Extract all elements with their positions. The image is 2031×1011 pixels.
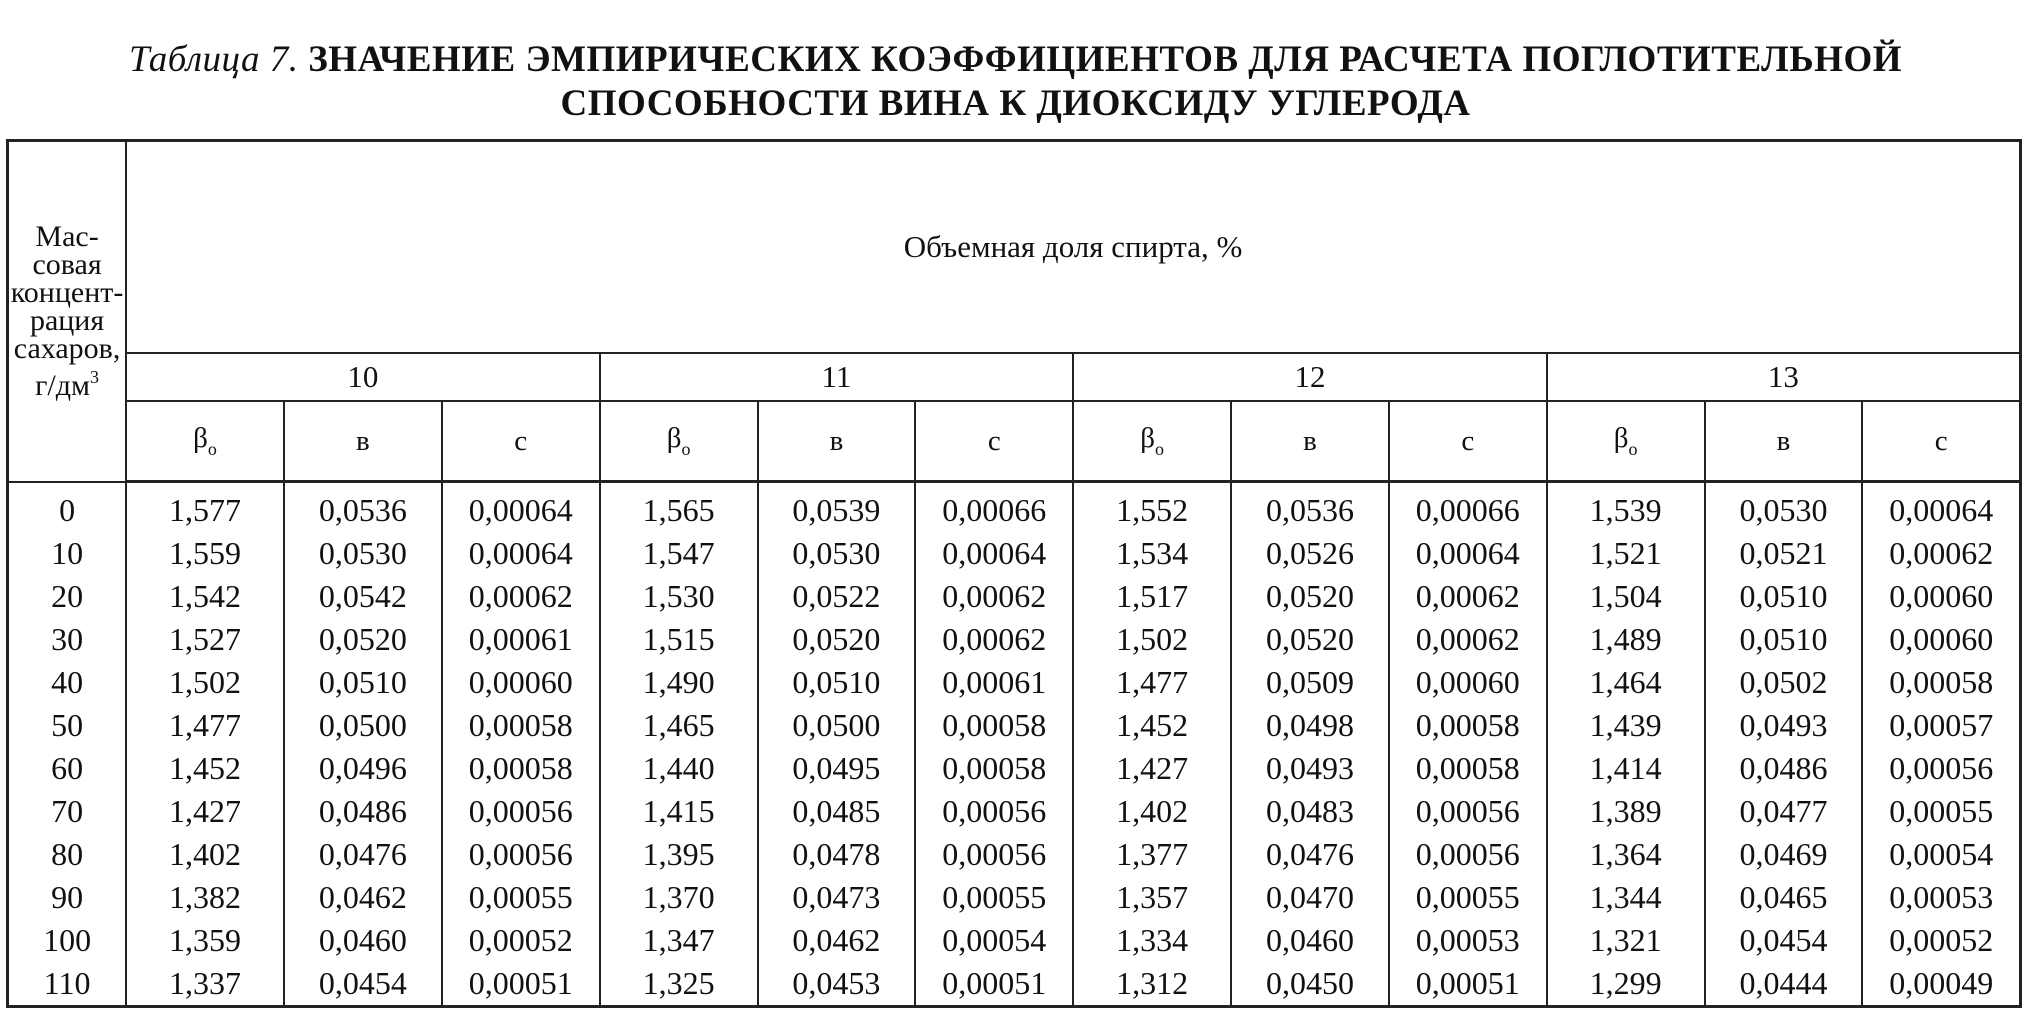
coef-beta-cell: 1,427 <box>1073 747 1231 790</box>
coef-b-cell: 0,0496 <box>284 747 442 790</box>
subcol-b: в <box>1705 401 1863 482</box>
subcol-b: в <box>1231 401 1389 482</box>
sugar-header-line: Мас- <box>35 219 99 253</box>
coef-c-cell: 0,00058 <box>442 704 600 747</box>
caption-title-line-2: СПОСОБНОСТИ ВИНА К ДИОКСИДУ УГЛЕРОДА <box>560 83 1471 124</box>
coef-b-cell: 0,0462 <box>284 876 442 919</box>
coef-beta-cell: 1,321 <box>1547 919 1705 962</box>
coef-c-cell: 0,00055 <box>1862 790 2020 833</box>
coef-c-cell: 0,00056 <box>915 833 1073 876</box>
coef-b-cell: 0,0500 <box>758 704 916 747</box>
subcol-c: с <box>1862 401 2020 482</box>
coef-b-cell: 0,0542 <box>284 575 442 618</box>
coef-beta-cell: 1,577 <box>126 482 284 533</box>
coef-b-cell: 0,0536 <box>284 482 442 533</box>
coef-c-cell: 0,00056 <box>1862 747 2020 790</box>
coef-c-cell: 0,00062 <box>1862 532 2020 575</box>
group-header-13: 13 <box>1547 353 2021 401</box>
coef-b-cell: 0,0526 <box>1231 532 1389 575</box>
sugar-header-line: сахаров, <box>13 331 121 365</box>
coef-beta-cell: 1,440 <box>600 747 758 790</box>
coef-b-cell: 0,0486 <box>284 790 442 833</box>
beta-subscript: о <box>1628 439 1638 459</box>
caption-prefix: Таблица 7. <box>128 39 299 80</box>
coef-beta-cell: 1,477 <box>126 704 284 747</box>
sugar-value-cell: 0 <box>8 482 127 533</box>
coef-beta-cell: 1,347 <box>600 919 758 962</box>
coef-beta-cell: 1,527 <box>126 618 284 661</box>
subcol-c: с <box>1389 401 1547 482</box>
coef-c-cell: 0,00055 <box>442 876 600 919</box>
table-row <box>8 962 2021 1007</box>
coef-b-cell: 0,0493 <box>1705 704 1863 747</box>
coef-beta-cell: 1,565 <box>600 482 758 533</box>
coef-b-cell: 0,0510 <box>284 661 442 704</box>
sugar-concentration-header <box>8 141 127 482</box>
coef-beta-cell: 1,359 <box>126 919 284 962</box>
coef-c-cell: 0,00053 <box>1389 919 1547 962</box>
coef-c-cell: 0,00049 <box>1862 962 2020 1007</box>
coef-b-cell: 0,0444 <box>1705 962 1863 1007</box>
coef-beta-cell: 1,334 <box>1073 919 1231 962</box>
coef-beta-cell: 1,344 <box>1547 876 1705 919</box>
subcol-b: в <box>758 401 916 482</box>
coef-c-cell: 0,00055 <box>915 876 1073 919</box>
coef-b-cell: 0,0450 <box>1231 962 1389 1007</box>
coef-beta-cell: 1,502 <box>126 661 284 704</box>
coef-b-cell: 0,0476 <box>284 833 442 876</box>
coef-beta-cell: 1,337 <box>126 962 284 1007</box>
coef-c-cell: 0,00055 <box>1389 876 1547 919</box>
coef-c-cell: 0,00052 <box>1862 919 2020 962</box>
coef-beta-cell: 1,515 <box>600 618 758 661</box>
caption-line-1 <box>0 38 2031 82</box>
beta-subscript: о <box>1154 439 1164 459</box>
alcohol-fraction-header: Объемная доля спирта, % <box>126 141 2020 354</box>
table-row <box>8 618 2021 661</box>
coef-b-cell: 0,0520 <box>1231 575 1389 618</box>
coef-c-cell: 0,00056 <box>915 790 1073 833</box>
coef-beta-cell: 1,325 <box>600 962 758 1007</box>
coef-b-cell: 0,0510 <box>1705 618 1863 661</box>
coef-beta-cell: 1,414 <box>1547 747 1705 790</box>
table-row <box>8 482 2021 533</box>
beta-symbol: β <box>1613 422 1629 454</box>
coef-b-cell: 0,0453 <box>758 962 916 1007</box>
coef-b-cell: 0,0454 <box>284 962 442 1007</box>
coef-b-cell: 0,0495 <box>758 747 916 790</box>
subcol-beta <box>126 401 284 482</box>
coef-beta-cell: 1,364 <box>1547 833 1705 876</box>
sugar-value-cell: 100 <box>8 919 127 962</box>
coef-beta-cell: 1,395 <box>600 833 758 876</box>
group-header-11: 11 <box>600 353 1074 401</box>
sugar-header-line: совая <box>32 247 102 281</box>
coef-b-cell: 0,0530 <box>284 532 442 575</box>
coef-c-cell: 0,00062 <box>1389 618 1547 661</box>
coef-beta-cell: 1,465 <box>600 704 758 747</box>
coef-b-cell: 0,0473 <box>758 876 916 919</box>
coef-b-cell: 0,0470 <box>1231 876 1389 919</box>
table-row <box>8 661 2021 704</box>
coef-c-cell: 0,00064 <box>442 532 600 575</box>
coef-c-cell: 0,00061 <box>915 661 1073 704</box>
sugar-value-cell: 60 <box>8 747 127 790</box>
coef-beta-cell: 1,357 <box>1073 876 1231 919</box>
coef-beta-cell: 1,377 <box>1073 833 1231 876</box>
table-header <box>8 141 2021 482</box>
group-header-10: 10 <box>126 353 600 401</box>
sugar-value-cell: 70 <box>8 790 127 833</box>
coef-c-cell: 0,00051 <box>442 962 600 1007</box>
coef-b-cell: 0,0500 <box>284 704 442 747</box>
coef-c-cell: 0,00058 <box>1389 704 1547 747</box>
coef-b-cell: 0,0460 <box>284 919 442 962</box>
sugar-value-cell: 80 <box>8 833 127 876</box>
coef-b-cell: 0,0478 <box>758 833 916 876</box>
coef-b-cell: 0,0510 <box>758 661 916 704</box>
coef-c-cell: 0,00056 <box>442 790 600 833</box>
sugar-header-line: концент- <box>10 275 124 309</box>
table-body <box>8 482 2021 1007</box>
coef-c-cell: 0,00060 <box>1389 661 1547 704</box>
coef-beta-cell: 1,530 <box>600 575 758 618</box>
sugar-header-line: рация <box>29 303 105 337</box>
sugar-value-cell: 40 <box>8 661 127 704</box>
sugar-header-unit <box>9 363 125 400</box>
subcol-c: с <box>442 401 600 482</box>
coef-beta-cell: 1,402 <box>126 833 284 876</box>
coef-c-cell: 0,00062 <box>442 575 600 618</box>
coef-c-cell: 0,00066 <box>1389 482 1547 533</box>
subcol-b: в <box>284 401 442 482</box>
beta-symbol: β <box>1140 422 1155 454</box>
coef-b-cell: 0,0476 <box>1231 833 1389 876</box>
sugar-header-unit-text: г/дм <box>35 368 90 402</box>
coefficients-table-container <box>6 139 2022 1001</box>
coef-b-cell: 0,0469 <box>1705 833 1863 876</box>
coef-beta-cell: 1,489 <box>1547 618 1705 661</box>
coef-c-cell: 0,00053 <box>1862 876 2020 919</box>
coef-beta-cell: 1,402 <box>1073 790 1231 833</box>
coef-beta-cell: 1,389 <box>1547 790 1705 833</box>
subcol-beta <box>1547 401 1705 482</box>
coef-b-cell: 0,0510 <box>1705 575 1863 618</box>
coef-beta-cell: 1,521 <box>1547 532 1705 575</box>
coef-beta-cell: 1,502 <box>1073 618 1231 661</box>
coef-c-cell: 0,00062 <box>1389 575 1547 618</box>
coef-beta-cell: 1,539 <box>1547 482 1705 533</box>
coef-b-cell: 0,0483 <box>1231 790 1389 833</box>
coef-b-cell: 0,0485 <box>758 790 916 833</box>
coef-beta-cell: 1,452 <box>1073 704 1231 747</box>
coef-c-cell: 0,00064 <box>1389 532 1547 575</box>
beta-symbol: β <box>193 422 208 454</box>
sugar-value-cell: 50 <box>8 704 127 747</box>
coef-c-cell: 0,00064 <box>1862 482 2020 533</box>
coef-beta-cell: 1,415 <box>600 790 758 833</box>
sugar-value-cell: 110 <box>8 962 127 1007</box>
coef-b-cell: 0,0477 <box>1705 790 1863 833</box>
coef-beta-cell: 1,464 <box>1547 661 1705 704</box>
subcol-c: с <box>915 401 1073 482</box>
coef-b-cell: 0,0530 <box>1705 482 1863 533</box>
coef-c-cell: 0,00054 <box>1862 833 2020 876</box>
table-row <box>8 833 2021 876</box>
coef-c-cell: 0,00064 <box>442 482 600 533</box>
table-caption <box>0 38 2031 126</box>
coef-beta-cell: 1,490 <box>600 661 758 704</box>
coef-b-cell: 0,0520 <box>1231 618 1389 661</box>
coef-b-cell: 0,0522 <box>758 575 916 618</box>
sugar-value-cell: 10 <box>8 532 127 575</box>
coef-beta-cell: 1,312 <box>1073 962 1231 1007</box>
subcol-beta <box>600 401 758 482</box>
coef-c-cell: 0,00056 <box>1389 833 1547 876</box>
table-row <box>8 532 2021 575</box>
coef-beta-cell: 1,552 <box>1073 482 1231 533</box>
coef-c-cell: 0,00051 <box>915 962 1073 1007</box>
coef-b-cell: 0,0462 <box>758 919 916 962</box>
coef-c-cell: 0,00051 <box>1389 962 1547 1007</box>
coef-b-cell: 0,0486 <box>1705 747 1863 790</box>
table-row <box>8 704 2021 747</box>
coef-c-cell: 0,00060 <box>1862 618 2020 661</box>
coef-b-cell: 0,0521 <box>1705 532 1863 575</box>
coef-c-cell: 0,00062 <box>915 618 1073 661</box>
coef-b-cell: 0,0520 <box>758 618 916 661</box>
coef-beta-cell: 1,477 <box>1073 661 1231 704</box>
coef-c-cell: 0,00056 <box>442 833 600 876</box>
coef-beta-cell: 1,427 <box>126 790 284 833</box>
coef-b-cell: 0,0509 <box>1231 661 1389 704</box>
coef-b-cell: 0,0460 <box>1231 919 1389 962</box>
coefficients-table <box>6 139 2022 1008</box>
coef-b-cell: 0,0498 <box>1231 704 1389 747</box>
table-row <box>8 575 2021 618</box>
coef-b-cell: 0,0536 <box>1231 482 1389 533</box>
coef-b-cell: 0,0539 <box>758 482 916 533</box>
group-header-12: 12 <box>1073 353 1547 401</box>
coef-b-cell: 0,0493 <box>1231 747 1389 790</box>
sugar-value-cell: 30 <box>8 618 127 661</box>
coef-c-cell: 0,00066 <box>915 482 1073 533</box>
coef-c-cell: 0,00052 <box>442 919 600 962</box>
coef-b-cell: 0,0465 <box>1705 876 1863 919</box>
coef-beta-cell: 1,504 <box>1547 575 1705 618</box>
coef-c-cell: 0,00062 <box>915 575 1073 618</box>
coef-beta-cell: 1,559 <box>126 532 284 575</box>
coef-c-cell: 0,00060 <box>442 661 600 704</box>
coef-c-cell: 0,00058 <box>915 747 1073 790</box>
coef-beta-cell: 1,452 <box>126 747 284 790</box>
coef-b-cell: 0,0454 <box>1705 919 1863 962</box>
coef-beta-cell: 1,299 <box>1547 962 1705 1007</box>
coef-c-cell: 0,00058 <box>1862 661 2020 704</box>
subcol-beta <box>1073 401 1231 482</box>
coef-beta-cell: 1,370 <box>600 876 758 919</box>
coef-c-cell: 0,00056 <box>1389 790 1547 833</box>
coef-beta-cell: 1,547 <box>600 532 758 575</box>
coef-c-cell: 0,00058 <box>442 747 600 790</box>
coef-c-cell: 0,00058 <box>1389 747 1547 790</box>
sugar-header-unit-sup: 3 <box>90 366 99 387</box>
table-row <box>8 919 2021 962</box>
coef-c-cell: 0,00061 <box>442 618 600 661</box>
coef-beta-cell: 1,517 <box>1073 575 1231 618</box>
coef-beta-cell: 1,382 <box>126 876 284 919</box>
coef-c-cell: 0,00064 <box>915 532 1073 575</box>
table-row <box>8 876 2021 919</box>
coef-beta-cell: 1,439 <box>1547 704 1705 747</box>
caption-title-line-1: ЗНАЧЕНИЕ ЭМПИРИЧЕСКИХ КОЭФФИЦИЕНТОВ ДЛЯ РАСЧЕТА ПОГЛОТИТЕЛЬНОЙ <box>308 39 1903 80</box>
sugar-value-cell: 90 <box>8 876 127 919</box>
coef-c-cell: 0,00060 <box>1862 575 2020 618</box>
coef-b-cell: 0,0530 <box>758 532 916 575</box>
coef-beta-cell: 1,534 <box>1073 532 1231 575</box>
coef-c-cell: 0,00057 <box>1862 704 2020 747</box>
table-row <box>8 790 2021 833</box>
coef-c-cell: 0,00058 <box>915 704 1073 747</box>
coef-b-cell: 0,0502 <box>1705 661 1863 704</box>
table-row <box>8 747 2021 790</box>
beta-symbol: β <box>666 422 682 454</box>
beta-subscript: о <box>681 439 691 459</box>
coef-beta-cell: 1,542 <box>126 575 284 618</box>
sugar-value-cell: 20 <box>8 575 127 618</box>
beta-subscript: о <box>207 439 217 459</box>
coef-c-cell: 0,00054 <box>915 919 1073 962</box>
coef-b-cell: 0,0520 <box>284 618 442 661</box>
